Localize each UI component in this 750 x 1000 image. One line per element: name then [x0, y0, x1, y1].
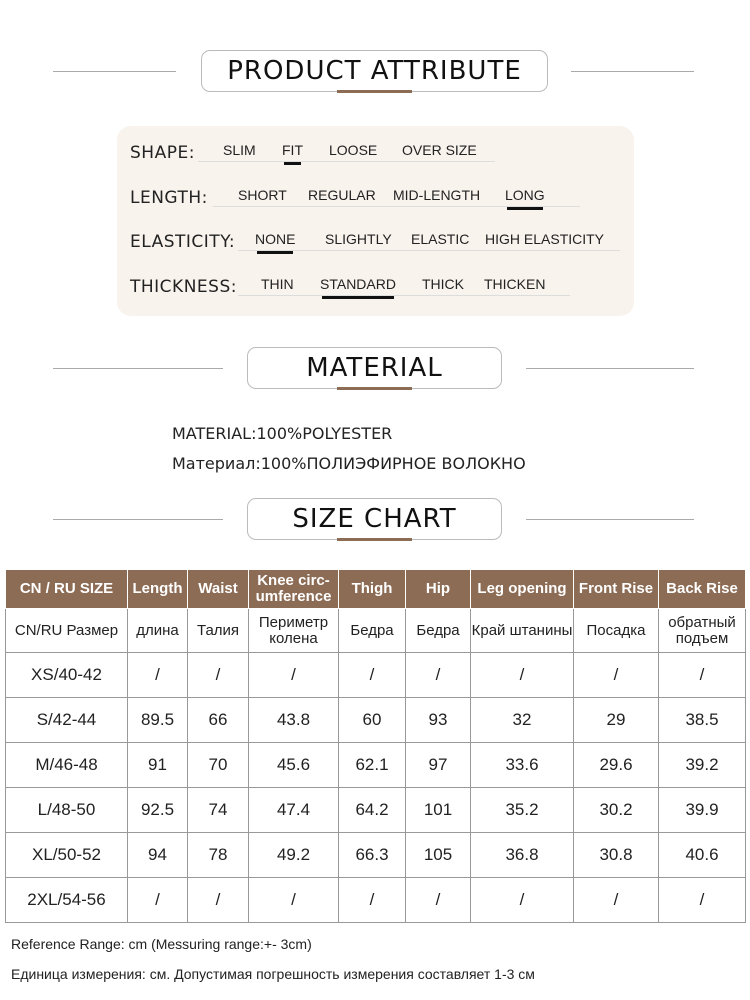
title-accent: [337, 90, 412, 93]
table-cell: 30.2: [574, 788, 659, 833]
table-cell: Back Rise: [659, 570, 746, 609]
table-row: [6, 698, 746, 743]
table-cell: M/46-48: [6, 743, 128, 788]
table-cell: CN/RU Размер: [6, 609, 128, 653]
divider: [53, 368, 223, 369]
table-cell: 66: [188, 698, 249, 743]
attribute-option: ELASTIC: [411, 231, 470, 247]
attribute-label: THICKNESS:: [130, 277, 237, 297]
table-cell: Front Rise: [574, 570, 659, 609]
size-chart-table: [5, 569, 746, 923]
attribute-option: STANDARD: [320, 276, 396, 292]
attribute-option: NONE: [255, 231, 296, 247]
attribute-option: THICKEN: [484, 276, 546, 292]
note-ru: Единица измерения: см. Допустимая погрешность измерения составляет 1-3 см: [11, 966, 535, 982]
table-row: [6, 788, 746, 833]
table-cell: 49.2: [249, 833, 339, 878]
attribute-option: MID-LENGTH: [393, 187, 481, 203]
table-cell: Leg opening: [471, 570, 574, 609]
divider: [571, 71, 694, 72]
table-cell: 36.8: [471, 833, 574, 878]
table-cell: S/42-44: [6, 698, 128, 743]
table-cell: Бедра: [339, 609, 406, 653]
table-cell: 45.6: [249, 743, 339, 788]
table-cell: XL/50-52: [6, 833, 128, 878]
attribute-option: SHORT: [238, 187, 287, 203]
table-cell: Length: [128, 570, 188, 609]
attribute-option: LOOSE: [329, 142, 378, 158]
table-cell: 47.4: [249, 788, 339, 833]
attribute-label: ELASTICITY:: [130, 232, 236, 252]
table-row: [6, 833, 746, 878]
attribute-option: THICK: [422, 276, 464, 292]
table-cell: 93: [406, 698, 471, 743]
table-cell: Посадка: [574, 609, 659, 653]
table-cell: 70: [188, 743, 249, 788]
section-title-attribute: PRODUCT ATTRIBUTE: [201, 50, 548, 92]
table-cell: 43.8: [249, 698, 339, 743]
table-cell: обратный подъем: [659, 609, 746, 653]
table-cell: XS/40-42: [6, 653, 128, 698]
table-header-row: [6, 570, 746, 609]
table-cell: 40.6: [659, 833, 746, 878]
table-cell: /: [406, 878, 471, 923]
table-cell: 30.8: [574, 833, 659, 878]
table-cell: /: [339, 653, 406, 698]
table-cell: /: [128, 878, 188, 923]
attribute-label: LENGTH:: [130, 188, 208, 208]
table-cell: 89.5: [128, 698, 188, 743]
table-cell: 29.6: [574, 743, 659, 788]
divider: [53, 71, 176, 72]
table-cell: Край штанины: [471, 609, 574, 653]
table-row: [6, 743, 746, 788]
table-cell: 78: [188, 833, 249, 878]
section-title-size-chart: SIZE CHART: [247, 498, 502, 540]
attribute-option: OVER SIZE: [402, 142, 477, 158]
table-cell: /: [188, 653, 249, 698]
table-cell: 91: [128, 743, 188, 788]
table-cell: /: [471, 653, 574, 698]
table-cell: /: [249, 653, 339, 698]
title-accent: [337, 538, 412, 541]
table-cell: 39.9: [659, 788, 746, 833]
table-cell: Hip: [406, 570, 471, 609]
attribute-option: LONG: [505, 187, 545, 203]
table-cell: /: [659, 653, 746, 698]
title-accent: [337, 387, 412, 390]
attribute-rule: [198, 161, 495, 162]
table-cell: Waist: [188, 570, 249, 609]
table-cell: /: [574, 878, 659, 923]
note-en: Reference Range: cm (Messuring range:+- 3cm): [11, 936, 312, 952]
table-cell: Thigh: [339, 570, 406, 609]
table-cell: /: [128, 653, 188, 698]
table-cell: 60: [339, 698, 406, 743]
table-cell: /: [471, 878, 574, 923]
table-cell: 62.1: [339, 743, 406, 788]
table-cell: 35.2: [471, 788, 574, 833]
attribute-option: REGULAR: [308, 187, 376, 203]
divider: [526, 368, 694, 369]
table-cell: 2XL/54-56: [6, 878, 128, 923]
table-cell: /: [574, 653, 659, 698]
table-cell: 64.2: [339, 788, 406, 833]
table-cell: 29: [574, 698, 659, 743]
table-cell: 33.6: [471, 743, 574, 788]
table-row: [6, 878, 746, 923]
table-cell: 32: [471, 698, 574, 743]
table-row: [6, 653, 746, 698]
table-cell: 92.5: [128, 788, 188, 833]
table-subheader-row: [6, 609, 746, 653]
section-title-material: MATERIAL: [247, 347, 502, 389]
table-cell: 39.2: [659, 743, 746, 788]
attribute-option: SLIGHTLY: [325, 231, 392, 247]
attribute-option: THIN: [261, 276, 294, 292]
table-cell: 101: [406, 788, 471, 833]
divider: [53, 519, 223, 520]
attribute-rule: [238, 295, 570, 296]
table-cell: /: [188, 878, 249, 923]
material-en: MATERIAL:100%POLYESTER: [172, 424, 393, 443]
attribute-label: SHAPE:: [130, 143, 195, 163]
table-cell: /: [249, 878, 339, 923]
attribute-option: FIT: [282, 142, 303, 158]
table-cell: Талия: [188, 609, 249, 653]
table-cell: 94: [128, 833, 188, 878]
table-cell: Бедра: [406, 609, 471, 653]
table-cell: длина: [128, 609, 188, 653]
attribute-rule: [238, 250, 620, 251]
attribute-option: SLIM: [223, 142, 256, 158]
table-cell: /: [339, 878, 406, 923]
attribute-option: HIGH ELASTICITY: [485, 231, 605, 247]
table-cell: Knee circ-umference: [249, 570, 339, 609]
table-cell: L/48-50: [6, 788, 128, 833]
table-cell: 105: [406, 833, 471, 878]
table-cell: CN / RU SIZE: [6, 570, 128, 609]
table-cell: /: [659, 878, 746, 923]
table-cell: 38.5: [659, 698, 746, 743]
divider: [526, 519, 694, 520]
table-cell: 74: [188, 788, 249, 833]
material-ru: Материал:100%ПОЛИЭФИРНОЕ ВОЛОКНО: [172, 454, 526, 473]
table-cell: Периметр колена: [249, 609, 339, 653]
table-cell: 66.3: [339, 833, 406, 878]
table-cell: 97: [406, 743, 471, 788]
table-cell: /: [406, 653, 471, 698]
